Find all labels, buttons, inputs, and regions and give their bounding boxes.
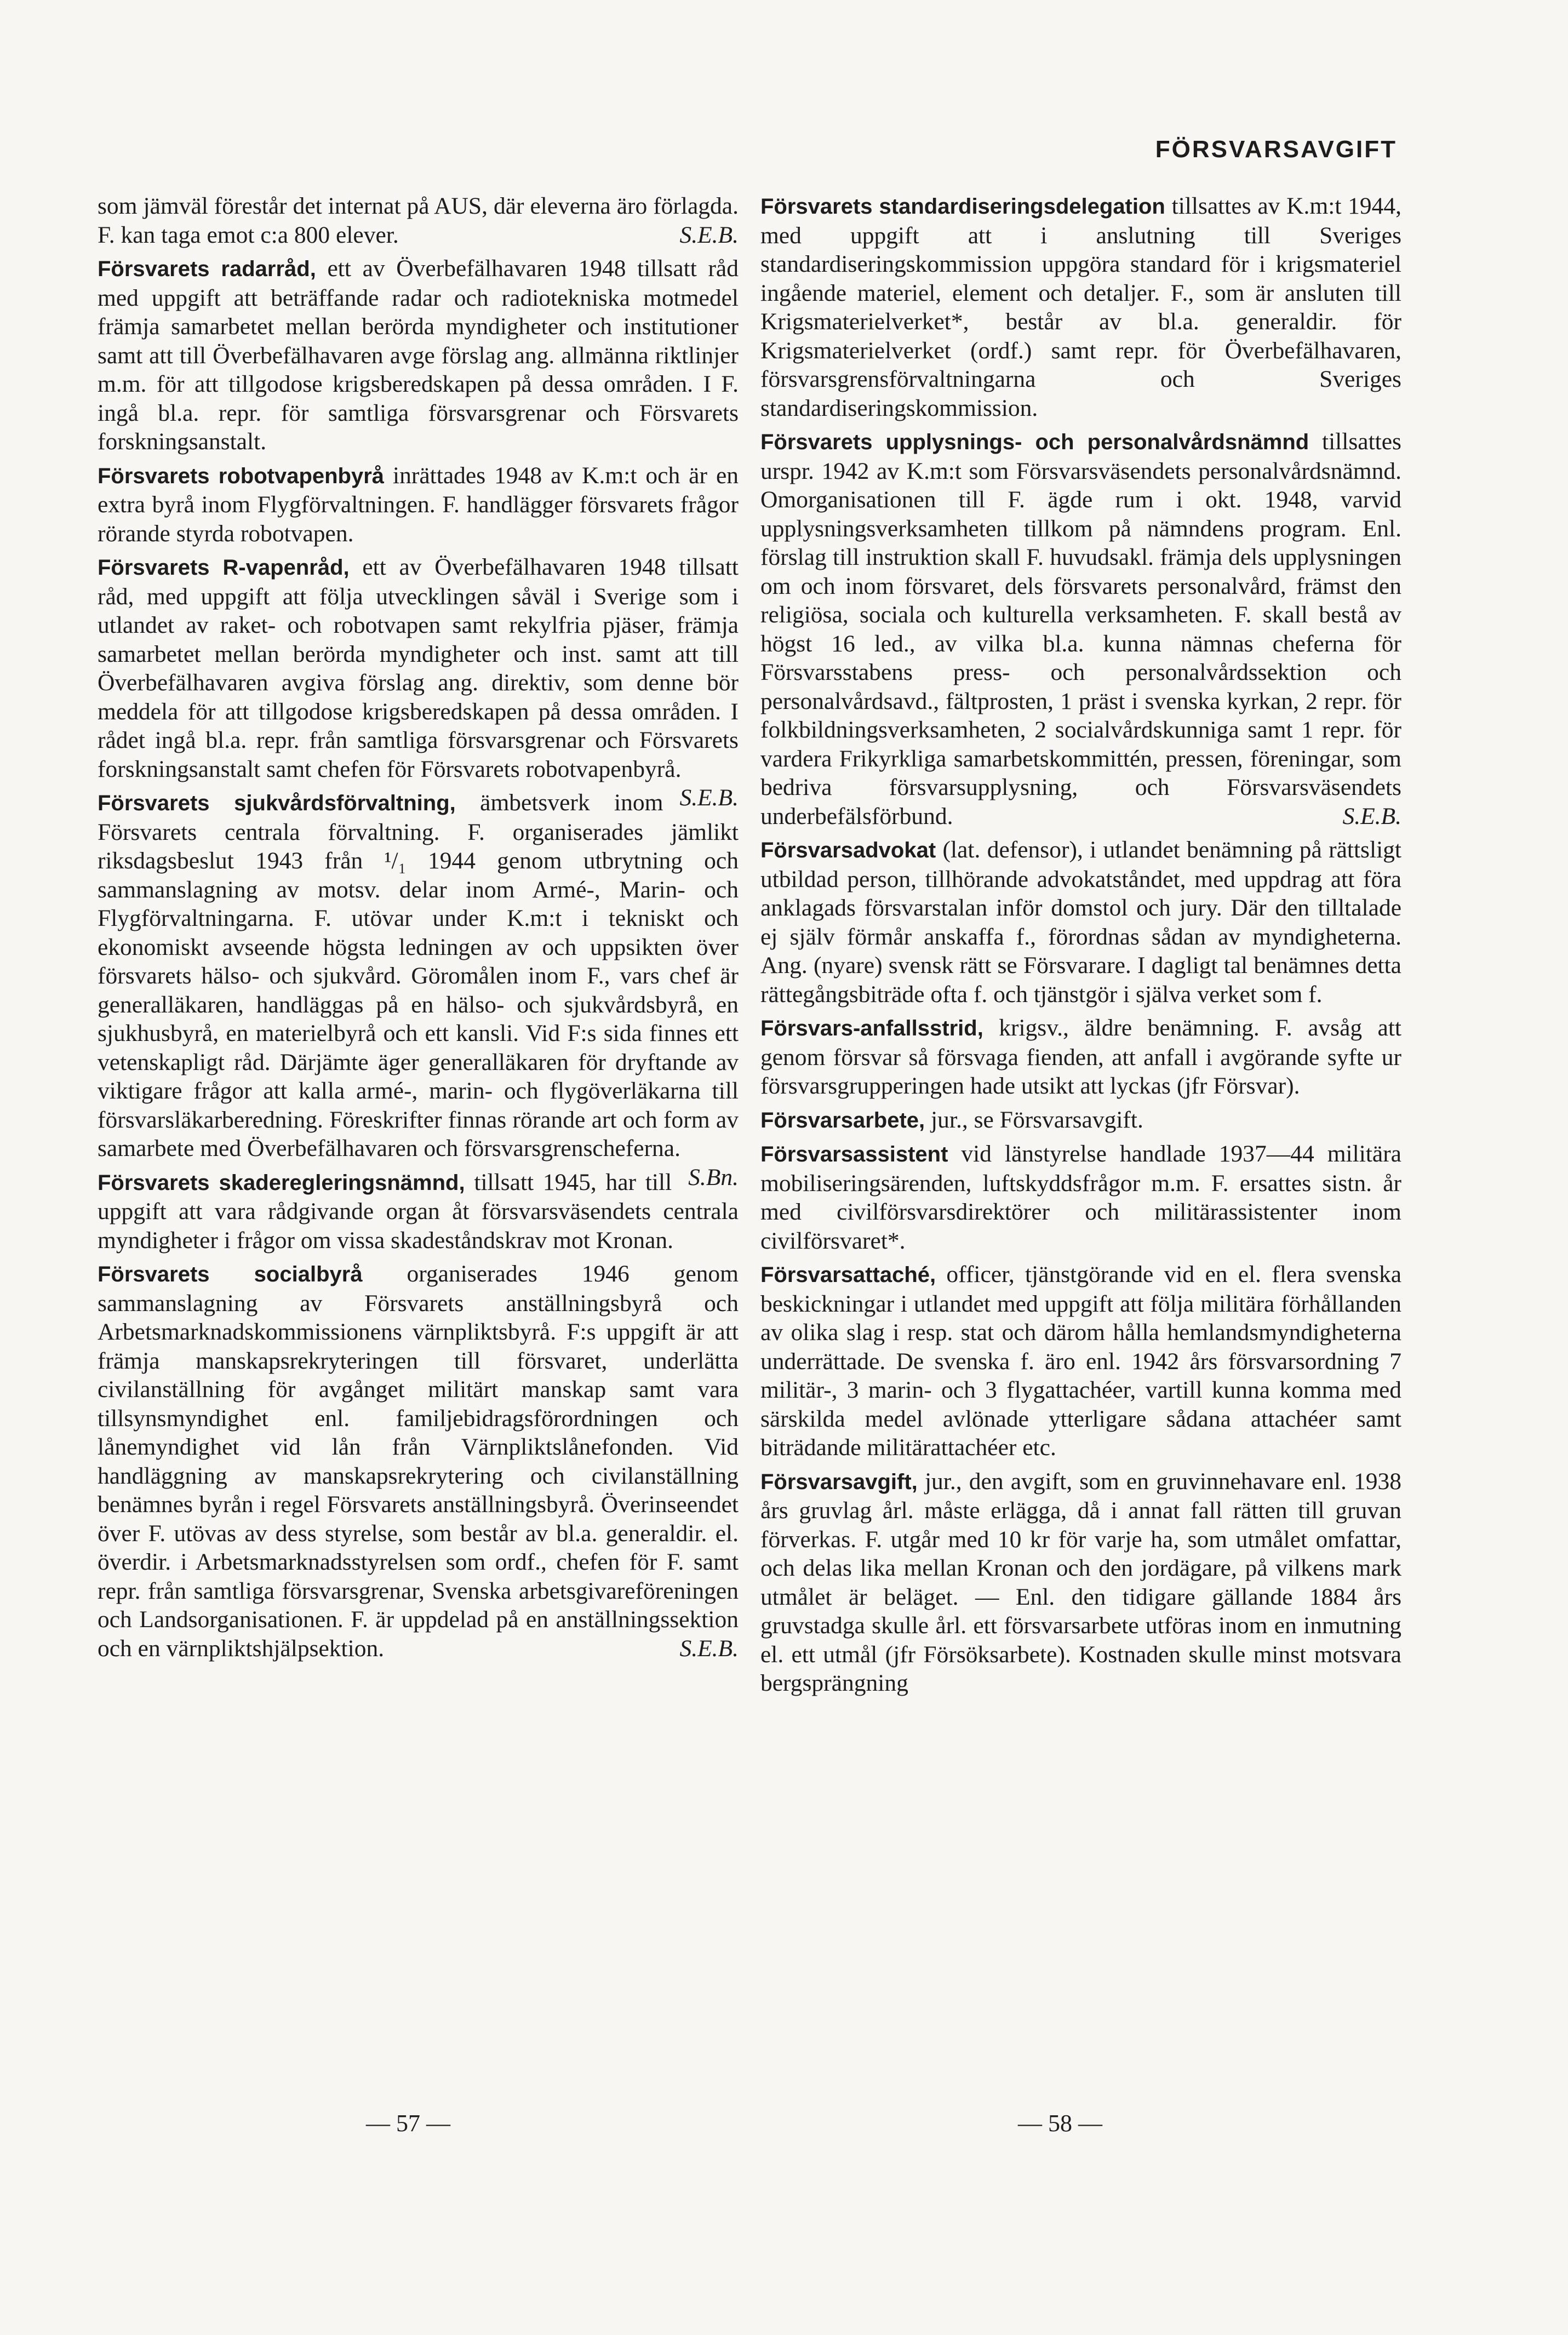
entry-headword: Försvarets radarråd,	[98, 257, 316, 281]
entry-signature: S.E.B.	[679, 221, 739, 248]
entry-paragraph	[98, 1168, 739, 1255]
entry-headword: Försvarets skaderegleringsnämnd,	[98, 1170, 465, 1195]
entry-headword: Försvarsarbete,	[760, 1108, 925, 1132]
entry-signature: S.E.B.	[679, 785, 739, 811]
entry-headword: Försvarets socialbyrå	[98, 1262, 363, 1286]
entry-headword: Försvarsattaché,	[760, 1263, 936, 1287]
page-number-right: — 58 —	[1018, 2110, 1102, 2137]
entry-paragraph	[760, 1467, 1401, 1698]
page-number-left: — 57 —	[366, 2110, 450, 2137]
entry-paragraph	[760, 1106, 1401, 1135]
entry-text: tillsatt 1945, har till uppgift att vara rådgivande organ åt försvarsväsendets centrala myndigheter i frågor om vissa skadeståndskrav mot Kronan.	[98, 1169, 739, 1254]
entry-text: jur., se Försvarsavgift.	[925, 1106, 1143, 1133]
entry-text: ett av Överbefälhavaren 1948 tillsatt råd, med uppgift att följa utvecklingen såväl i Sverige som i utlandet av raket- och robotvapen samt rekylfria pjäser, främja samarbetet mellan berörda myndigheter och inst. samt att till Överbefälhavaren avgiva förslag ang. direktiv, som denne bör meddela för att tillgodose krigsberedskapen på dessa områden. I rådet ingå bl.a. repr. från samtliga försvarsgrenar och Försvarets forskningsanstalt samt chefen för Försvarets robotvapenbyrå.	[98, 554, 739, 782]
entry-text: tillsattes av K.m:t 1944, med uppgift att i anslutning till Sveriges standardiseringskommission uppgöra standard för i krigsmateriel ingående materiel, element och detaljer. F., som är ansluten till Krigsmaterielverket*, består av bl.a. generaldir. för Krigsmaterielverket (ordf.) samt repr. för Överbefälhavaren, försvarsgrensförvaltningarna och Sveriges standardiseringskommission.	[760, 193, 1402, 421]
entry-headword: Försvarets R-vapenråd,	[98, 556, 350, 580]
entry-headword: Försvarets robotvapenbyrå	[98, 463, 385, 488]
entry-paragraph	[98, 1260, 739, 1663]
entry-paragraph	[760, 427, 1401, 831]
entry-paragraph	[98, 461, 739, 548]
entry-text: officer, tjänstgörande vid en el. flera svenska beskickningar i utlandet med uppgift att följa militära förhållanden av olika slag i resp. stat och därom hålla hemlandsmyndigheterna underrättade. De svenska f. äro enl. 1942 års försvarsordning 7 militär-, 3 marin- och 3 flygattachéer, vartill kunna komma med särskilda medel avlönade ytterligare sådana attachéer samt biträdande militärattachéer etc.	[760, 1261, 1401, 1461]
entry-text: ämbetsverk inom Försvarets centrala förvaltning. F. organiserades jämlikt riksdagsbeslut 1943 från ¹/₁ 1944 genom utbrytning och sammanslagning av motsv. delar inom Armé-, Marin- och Flygförvaltningarna. F. utövar under K.m:t i tekniskt och ekonomiskt avseende högsta ledningen av och uppsikten över försvarets hälso- och sjukvård. Göromålen inom F., vars chef är generalläkaren, handläggas på en hälso- och sjukvårdsbyrå, en sjukhusbyrå, en materielbyrå och ett kansli. Vid F:s sida finnes ett vetenskapligt råd. Därjämte äger generalläkaren för dryftande av viktigare frågor att kalla armé-, marin- och flygöverläkarna till försvarsläkarberedning. Föreskrifter finnas rörande art och form av samarbete med Överbefälhavaren och försvarsgrenscheferna.	[98, 789, 739, 1161]
running-header: FÖRSVARSAVGIFT	[1155, 136, 1397, 163]
entry-headword: Försvarsadvokat	[760, 838, 936, 862]
entry-headword: Försvars-anfallsstrid,	[760, 1016, 983, 1040]
entry-headword: Försvarets sjukvårdsförvaltning,	[98, 791, 456, 815]
entry-paragraph	[760, 1260, 1401, 1462]
entry-signature: S.E.B.	[1342, 803, 1401, 829]
entry-headword: Försvarets standardiseringsdelegation	[760, 194, 1165, 219]
entry-text: ett av Överbefälhavaren 1948 tillsatt råd med uppgift att beträffande radar och radiotekniska motmedel främja samarbetet mellan berörda myndigheter och institutioner samt att till Överbefälhavaren avge förslag ang. allmänna riktlinjer m.m. för att tillgodose krigsberedskapen på dessa områden. I F. ingå bl.a. repr. för samtliga försvarsgrenar och Försvarets forskningsanstalt.	[98, 255, 739, 455]
entry-text: inrättades 1948 av K.m:t och är en extra byrå inom Flygförvaltningen. F. handlägger försvarets frågor rörande styrda robotvapen.	[98, 462, 739, 547]
entry-headword: Försvarsavgift,	[760, 1469, 918, 1494]
entry-paragraph	[98, 254, 739, 456]
entry-text: krigsv., äldre benämning. F. avsåg att genom försvar så försvaga fienden, att anfall i avgörande syfte ur försvarsgrupperingen hade utsikt att lyckas (jfr Försvar).	[760, 1015, 1401, 1099]
right-column	[760, 192, 1401, 1703]
entry-signature: S.Bn.	[688, 1164, 739, 1191]
entry-text: (lat. defensor), i utlandet benämning på rättsligt utbildad person, tillhörande advokatståndet, med uppdrag att föra anklagads försvarstalan inför domstol och jury. Där den tilltalade ej själv förmår anskaffa f., förordnas sådan av myndigheterna. Ang. (nyare) svensk rätt se Försvarare. I dagligt tal benämnes detta rättegångsbiträde ofta f. och tjänstgör i själva verket som f.	[760, 837, 1401, 1008]
entry-paragraph	[760, 192, 1401, 422]
entry-paragraph	[760, 835, 1401, 1009]
entry-text: vid länstyrelse handlade 1937—44 militära mobiliseringsärenden, luftskyddsfrågor m.m. F. ersattes sistn. år med civilförsvarsdirektörer och militärassistenter inom civilförsvaret*.	[760, 1141, 1401, 1254]
entry-paragraph	[760, 1140, 1401, 1255]
left-column	[98, 192, 739, 1668]
entry-paragraph	[760, 1014, 1401, 1101]
entry-headword: Försvarets upplysnings- och personalvårdsnämnd	[760, 430, 1309, 454]
entry-signature: S.E.B.	[679, 1635, 739, 1662]
entry-paragraph	[98, 192, 739, 249]
entry-text: jur., den avgift, som en gruvinnehavare enl. 1938 års gruvlag årl. måste erlägga, då i annat fall rätten till gruvan förverkas. F. utgår med 10 kr för varje ha, som utmålet omfattar, och delas lika mellan Kronan och den jordägare, på vilkens mark utmålet är beläget. — Enl. den tidigare gällande 1884 års gruvstadga skulle årl. ett försvarsarbete utföras inom en inmutning el. ett utmål (jfr Försöksarbete). Kostnaden skulle minst motsvara bergsprängning	[760, 1468, 1401, 1696]
entry-text: organiserades 1946 genom sammanslagning av Försvarets anställningsbyrå och Arbetsmarknadskommissionens värnpliktsbyrå. F:s uppgift är att främja manskapsrekryteringen till försvaret, underlätta civilanställning för avgånget militärt manskap samt vara tillsynsmyndighet enl. familjebidragsförordningen och lånemyndighet vid lån från Värnpliktslånefonden. Vid handläggning av manskapsrekrytering och civilanställning benämnes byrån i regel Försvarets anställningsbyrå. Överinseendet över F. utövas av dess styrelse, som består av bl.a. generaldir. el. överdir. i Arbetsmarknadsstyrelsen som ordf., chefen för F. samt repr. från samtliga försvarsgrenar, Svenska arbetsgivareföreningen och Landsorganisationen. F. är uppdelad på en anställningssektion och en värnpliktshjälpsektion.	[98, 1261, 739, 1662]
entry-text: som jämväl förestår det internat på AUS, där eleverna äro förlagda. F. kan taga emot c:a 800 elever.	[98, 193, 739, 248]
entry-headword: Försvarsassistent	[760, 1142, 948, 1166]
entry-text: tillsattes urspr. 1942 av K.m:t som Försvarsväsendets personalvårdsnämnd. Omorganisationen till F. ägde rum i okt. 1948, varvid upplysningsverksamheten tillkom på nämndens program. Enl. förslag till instruktion skall F. huvudsakl. främja dels upplysningen om och inom försvaret, dels försvarets personalvård, främst den religiösa, sociala och kulturella verksamheten. F. skall bestå av högst 16 led., av vilka bl.a. kunna nämnas cheferna för Försvarsstabens press- och personalvårdssektion och personalvårdsavd., fältprosten, 1 präst i svenska kyrkan, 2 repr. för folkbildningsverksamheten, 2 socialvårdskunniga samt 1 repr. för vardera Frikyrkliga samarbetskommittén, pressen, föreningar, som bedriva försvarsupplysning, och Försvarsväsendets underbefälsförbund.	[760, 428, 1401, 829]
